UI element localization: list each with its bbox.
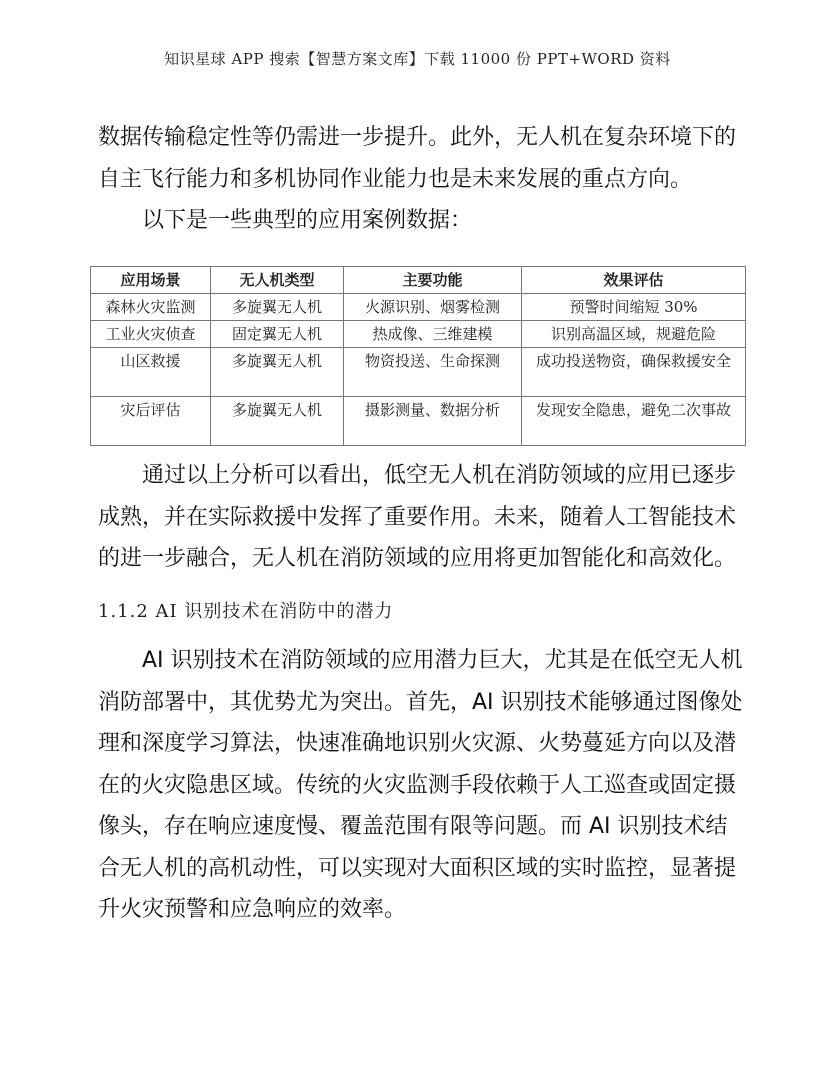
column-header-drone-type: 无人机类型 — [211, 267, 344, 294]
table-row — [91, 321, 746, 348]
table-cell: 摄影测量、数据分析 — [344, 397, 522, 446]
table-cell: 固定翼无人机 — [211, 321, 344, 348]
table-cell: 工业火灾侦查 — [91, 321, 211, 348]
table-cell: 预警时间缩短 30% — [522, 294, 746, 321]
paragraph-case-intro: 以下是一些典型的应用案例数据： — [142, 208, 473, 233]
column-header-function: 主要功能 — [344, 267, 522, 294]
column-header-evaluation: 效果评估 — [522, 267, 746, 294]
application-cases-table — [90, 266, 746, 446]
table-cell: 识别高温区域，规避危险 — [522, 321, 746, 348]
paragraph-ai-potential: AI 识别技术在消防领域的应用潜力巨大，尤其是在低空无人机消防部署中，其优势尤为突出。首先，AI 识别技术能够通过图像处理和深度学习算法，快速准确地识别火灾源、火势蔓延方向以及潜在的火灾隐患区域。传统的火灾监测手段依赖于人工巡查或固定摄像头，存在响应速度慢、覆盖范围有限等问题。而 AI 识别技术结合无人机的高机动性，可以实现对大面积区域的实时监控，显著提升火灾预警和应急响应的效率。 — [98, 648, 743, 922]
table-cell: 火源识别、烟雾检测 — [344, 294, 522, 321]
table-cell: 多旋翼无人机 — [211, 397, 344, 446]
table-row — [91, 294, 746, 321]
table-cell: 成功投送物资，确保救援安全 — [522, 348, 746, 397]
paragraph-data-transmission: 数据传输稳定性等仍需进一步提升。此外，无人机在复杂环境下的自主飞行能力和多机协同作业能力也是未来发展的重点方向。 — [98, 125, 737, 192]
table-cell: 热成像、三维建模 — [344, 321, 522, 348]
table-row — [91, 348, 746, 397]
table-cell: 山区救援 — [91, 348, 211, 397]
table-cell: 多旋翼无人机 — [211, 348, 344, 397]
table-row — [91, 397, 746, 446]
page-header: 知识星球 APP 搜索【智慧方案文库】下载 11000 份 PPT+WORD 资料 — [164, 50, 671, 68]
table-cell: 物资投送、生命探测 — [344, 348, 522, 397]
section-heading: 1.1.2 AI 识别技术在消防中的潜力 — [98, 601, 394, 622]
column-header-scenario: 应用场景 — [91, 267, 211, 294]
table-header-row — [91, 267, 746, 294]
table-cell: 灾后评估 — [91, 397, 211, 446]
paragraph-analysis-conclusion: 通过以上分析可以看出，低空无人机在消防领域的应用已逐步成熟，并在实际救援中发挥了重要作用。未来，随着人工智能技术的进一步融合，无人机在消防领域的应用将更加智能化和高效化。 — [98, 463, 737, 571]
table-cell: 多旋翼无人机 — [211, 294, 344, 321]
table-cell: 森林火灾监测 — [91, 294, 211, 321]
table-cell: 发现安全隐患，避免二次事故 — [522, 397, 746, 446]
